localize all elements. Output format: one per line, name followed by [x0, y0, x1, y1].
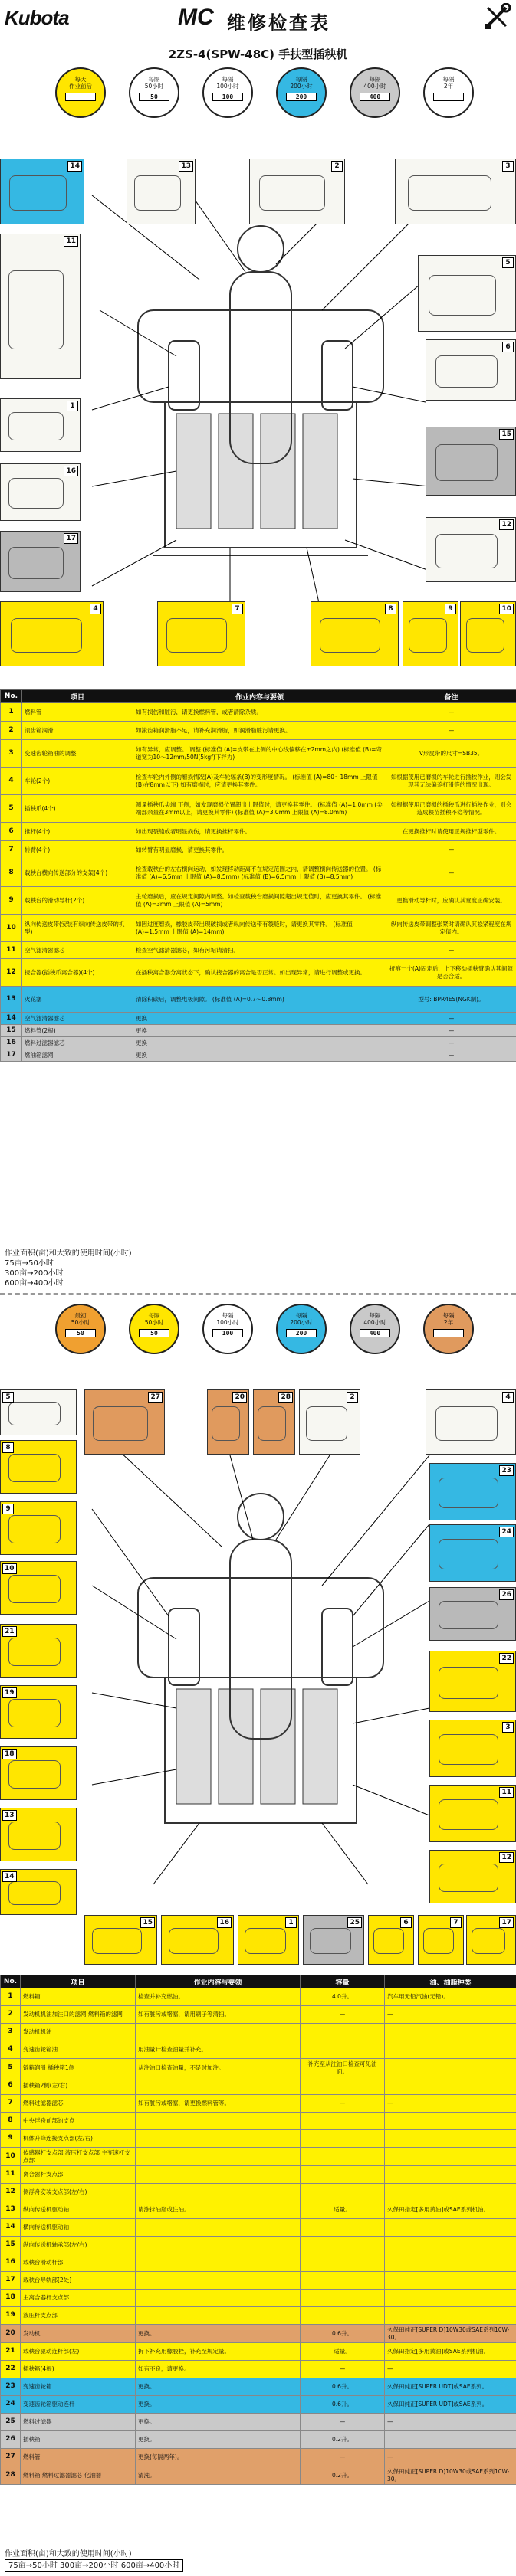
- table-row: 17 燃油箱滤网 更换 —: [1, 1049, 516, 1062]
- table-row: 9 机体升降连接支点部(左/右): [1, 2130, 516, 2148]
- callout-10: 10: [460, 601, 516, 666]
- callout-b-14: 14: [0, 1869, 77, 1915]
- table-row: 25 燃料过滤器 更换。 — —: [1, 2414, 516, 2431]
- hour-meter-icon: 200: [286, 1329, 317, 1337]
- hour-meter-icon: 100: [212, 93, 243, 101]
- callout-b-25: 25: [303, 1915, 364, 1965]
- callout-4: 4: [0, 601, 104, 666]
- callout-16: 16: [0, 463, 81, 521]
- table-row: 7 转臂(4个) 如转臂有明显磨损，请更换其零件。 —: [1, 841, 516, 859]
- table-row: 8 中央浮舟前部的支点: [1, 2113, 516, 2130]
- table-row: 1 燃料箱 检查并补充燃油。 4.0升。 汽车用无铅汽油(无铅)。: [1, 1988, 516, 2006]
- callout-8: 8: [311, 601, 399, 666]
- interval-legend-top: [0, 66, 516, 121]
- col2-capacity: 容量: [301, 1975, 385, 1988]
- table-row: 6 插秧箱2侧(左/右): [1, 2077, 516, 2095]
- col2-item: 项目: [21, 1975, 136, 1988]
- conversion-note-2: 作业面积(亩)和大致的使用时间(小时) 75亩→50小时 300亩→200小时 600亩→400小时: [5, 2549, 183, 2572]
- table-row: 10 传感器杆支点部 液压杆支点部 主变速杆支点部: [1, 2148, 516, 2166]
- table-row: 6 推杆(4个) 如出现裂缝或者明显损伤，请更换推杆零件。 在更换推杆时请使用正规推杆型零件。: [1, 823, 516, 841]
- table-row: 12 侧浮舟安装支点部(左/右): [1, 2184, 516, 2201]
- document-title: 维修检查表: [227, 12, 330, 34]
- table-row: 28 燃料箱 燃料过滤器滤芯 化油器 清洗。 0.2升。 久保田纯正[SUPER D]10W30或SAE系列10W-30。: [1, 2466, 516, 2485]
- interval-badge: 每隔 100小时 100: [202, 1304, 253, 1354]
- table-row: 18 主离合器杆支点部: [1, 2290, 516, 2307]
- callout-b-23: 23: [429, 1463, 516, 1520]
- table-row: 21 载秧台驱动连杆部(左) 拆下补充用橡胶栓，补充至规定量。 适量。 久保田指定[多用黄油]或SAE系列机油。: [1, 2343, 516, 2361]
- hour-meter-icon: 400: [360, 93, 390, 101]
- table-row: 1 燃料管 如有损伤和脏污，请更换燃料管，或者清除杂质。 —: [1, 703, 516, 722]
- hour-meter-icon: [433, 93, 464, 101]
- callout-b-28: 28: [253, 1389, 295, 1455]
- interval-badge: 最初 50小时 50: [55, 1304, 106, 1354]
- hour-meter-icon: 200: [286, 93, 317, 101]
- section-divider: [0, 1293, 516, 1295]
- callout-b-27: 27: [84, 1389, 165, 1455]
- callout-b-21: 21: [0, 1624, 77, 1678]
- callout-15: 15: [426, 427, 516, 496]
- table-row: 16 燃料过滤器滤芯 更换 —: [1, 1037, 516, 1049]
- callout-3: 3: [395, 159, 516, 224]
- callout-b-3: 3: [429, 1720, 516, 1777]
- diagram-bottom: [0, 1386, 516, 1969]
- table-row: 11 离合器杆支点部: [1, 2166, 516, 2184]
- table-row: 5 插秧爪(4个) 测量插秧爪尖端 下侧，如发现磨损位置超出上限值时，请更换其零件。 (标准值 (A)=1.0mm (尖端部余量在3mm以上，请更换其零件) (标准值 (A)=3.0mm 上限值 (A)=8.0mm) 如根据使用已磨损的插秧爪进行插秧作业，则会造成秧苗插秧不稳等情况。: [1, 795, 516, 823]
- table-row: 3 变速齿轮箱油的调整 如有异常，应调整。 调整 (标准值 (A)=皮带在上侧的中心线偏移在±2mm之内) (标准值 (B)=弯道宽为10～12mm/50N(5kgf)下拌力) V形皮带的尺寸=SB35。: [1, 740, 516, 768]
- callout-9: 9: [403, 601, 458, 666]
- callout-b-15: 15: [84, 1915, 157, 1965]
- table-row: 11 空气滤清器滤芯 检查空气滤清器滤芯，如有污垢请清扫。 —: [1, 942, 516, 959]
- table-row: 4 变速齿轮箱油 用油量计检查油量并补充。: [1, 2041, 516, 2059]
- col2-oil-kind: 油、油脂种类: [385, 1975, 516, 1988]
- table-row: 13 火花塞 清除积碳后，调整电极间隙。 (标准值 (A)=0.7～0.8mm) 型号: BPR4ES(NGK制)。: [1, 987, 516, 1013]
- table-row: 22 插秧箱(4根) 如有不良，请更换。 — —: [1, 2361, 516, 2378]
- callout-11: 11: [0, 234, 81, 379]
- table-row: 16 载秧台滑动杆部: [1, 2254, 516, 2272]
- maintenance-table-2: [0, 1975, 516, 2485]
- table-row: 9 载秧台的滑动导杆(2个) 主轮磨损后，应在规定间隙内调整。如检查载秧台磨损间隙超出规定值时，应更换其零件。 (标准值 (A)=3mm 上限值 (A)=5mm) 更换滑动导杆时，应确认其宽度正确安装。: [1, 887, 516, 915]
- callout-b-1: 1: [238, 1915, 299, 1965]
- callout-b-19: 19: [0, 1685, 77, 1739]
- interval-badge: 每天 作业前后: [55, 67, 106, 118]
- table-row: 23 变速齿轮箱 更换。 0.6升。 久保田纯正[SUPER UDT]或SAE系列。: [1, 2378, 516, 2396]
- callout-b-5: 5: [0, 1389, 77, 1435]
- callout-5: 5: [418, 255, 516, 332]
- callout-b-17: 17: [466, 1915, 516, 1965]
- table-row: 12 接合器(插秧爪离合器)(4个) 在插秧离合器分离状态下，确认接合器的离合是否正常。如出现异常，请进行调整或更换。 折痕一个(A)固定后，上下移动插秧臂确认其间隙是否合适。: [1, 959, 516, 987]
- interval-badge: 每隔 200小时 200: [276, 1304, 327, 1354]
- table-row: 10 纵向传送皮带(安装有纵向传送皮带的机型) 如因过度磨损，橡胶皮带出现破损或者纵向传送带有裂缝时，请更换其零件。 (标准值 (A)=1.5mm 上限值 (A)=14mm) 纵向传送皮带调整张紧时请确认其松紧程度在规定值内。: [1, 915, 516, 942]
- hour-meter-icon: 50: [65, 1329, 96, 1337]
- table-row: 14 横向传送机驱动轴: [1, 2219, 516, 2237]
- callout-b-22: 22: [429, 1651, 516, 1712]
- interval-badge: 每隔 200小时 200: [276, 67, 327, 118]
- table-row: 14 空气滤清器滤芯 更换 —: [1, 1013, 516, 1025]
- maintenance-table-1: [0, 689, 516, 1062]
- mc-mark: MC: [178, 5, 214, 30]
- callout-b-6: 6: [368, 1915, 414, 1965]
- wrench-screwdriver-icon: [483, 3, 511, 31]
- table-row: 24 变速齿轮箱驱动连杆 更换。 0.6升。 久保田纯正[SUPER UDT]或SAE系列。: [1, 2396, 516, 2414]
- hour-meter-icon: 400: [360, 1329, 390, 1337]
- callout-b-12: 12: [429, 1850, 516, 1903]
- kubota-logo: Kubota: [5, 6, 69, 29]
- hour-meter-icon: 100: [212, 1329, 243, 1337]
- callout-b-13: 13: [0, 1808, 77, 1861]
- table-row: 27 燃料管 更换(每隔两年)。 — —: [1, 2449, 516, 2466]
- callout-b-16: 16: [161, 1915, 234, 1965]
- table-row: 4 车轮(2个) 检查车轮内外侧的磨损情况(A)及车轮辐条(B)的变形度情况。 (标准值 (A)=80～18mm 上限值 (B)在8mm以下) 如有磨损时，应请更换其零件。 如根据使用已磨损的车轮进行插秧作业，则会发现其无法偏差打滑等的情况出现。: [1, 768, 516, 795]
- table-row: 2 滚齿箱润滑 如滚齿箱润滑脂不足，请补充润滑脂，如润滑脂脏污请更换。 —: [1, 722, 516, 740]
- callout-17: 17: [0, 531, 81, 592]
- hour-meter-icon: 50: [139, 93, 169, 101]
- conversion-note-1: 作业面积(亩)和大致的使用时间(小时) 75亩→50小时 300亩→200小时 600亩→400小时: [5, 1249, 132, 1288]
- col-no: No.: [1, 690, 22, 703]
- table-row: 3 发动机机油: [1, 2024, 516, 2041]
- header: [0, 0, 516, 46]
- callout-b-24: 24: [429, 1524, 516, 1582]
- interval-badge: 每隔 400小时 400: [350, 1304, 400, 1354]
- callout-b-8: 8: [0, 1440, 77, 1494]
- callout-b-9: 9: [0, 1501, 77, 1555]
- table-row: 15 纵向传送机轴承部(左/右): [1, 2237, 516, 2254]
- callout-b-20: 20: [207, 1389, 249, 1455]
- callout-1: 1: [0, 398, 81, 452]
- table-row: 7 燃料过滤器滤芯 如有脏污或堵塞，请更换燃料管等。 — —: [1, 2095, 516, 2113]
- col2-no: No.: [1, 1975, 21, 1988]
- col-content: 作业内容与要领: [133, 690, 386, 703]
- callout-13: 13: [127, 159, 196, 224]
- hour-meter-icon: [65, 93, 96, 101]
- callout-14: 14: [0, 159, 84, 224]
- table-row: 8 载秧台横向传送部分的支架(4个) 检查载秧台的左右横向运动，如发现移动距离不在规定范围之内，请调整横向传送器的位置。 (标准值 (A)=6.5mm 上限值 (A)=8.5mm) (标准值 (B)=6.5mm 上限值 (B)=8.5mm) —: [1, 859, 516, 887]
- table-row: 5 链箱润滑 插秧箱1侧 从注油口检查油量，不足时加注。 补充至从注油口检查可见油面。: [1, 2059, 516, 2077]
- callout-b-18: 18: [0, 1746, 77, 1800]
- table-row: 13 纵向传送机驱动轴 请涂抹油脂或注油。 适量。 久保田指定[多用黄油]或SAE系列机油。: [1, 2201, 516, 2219]
- table-row: 15 燃料管(2根) 更换 —: [1, 1025, 516, 1037]
- interval-legend-bottom: [0, 1302, 516, 1357]
- table-row: 17 载秧台导轨部[2处]: [1, 2272, 516, 2290]
- callout-2: 2: [249, 159, 345, 224]
- callout-6: 6: [426, 339, 516, 401]
- interval-badge: 每隔 50小时 50: [129, 67, 179, 118]
- callout-b-11: 11: [429, 1785, 516, 1842]
- callout-7: 7: [157, 601, 245, 666]
- interval-badge: 每隔 50小时 50: [129, 1304, 179, 1354]
- callout-b-2: 2: [299, 1389, 360, 1455]
- interval-badge: 每隔 100小时 100: [202, 67, 253, 118]
- diagram-top: [0, 157, 516, 689]
- table-row: 26 插秧箱 更换。 0.2升。: [1, 2431, 516, 2449]
- table-row: 20 发动机 更换。 0.6升。 久保田纯正[SUPER D]10W30或SAE系列10W-30。: [1, 2325, 516, 2343]
- hour-meter-icon: [433, 1329, 464, 1337]
- callout-b-7: 7: [418, 1915, 464, 1965]
- interval-badge: 每隔 2年: [423, 1304, 474, 1354]
- col-note: 备注: [386, 690, 516, 703]
- table-row: 2 发动机机油加注口的滤网 燃料箱的滤网 如有脏污或堵塞，请用刷子等清扫。 — —: [1, 2006, 516, 2024]
- hour-meter-icon: 50: [139, 1329, 169, 1337]
- callout-12: 12: [426, 517, 516, 582]
- model-name: 2ZS-4(SPW-48C) 手扶型插秧机: [168, 47, 348, 61]
- callout-b-26: 26: [429, 1587, 516, 1641]
- col-item: 项目: [22, 690, 133, 703]
- callout-b-10: 10: [0, 1561, 77, 1615]
- col2-content: 作业内容与要领: [136, 1975, 301, 1988]
- interval-badge: 每隔 2年: [423, 67, 474, 118]
- callout-b-4: 4: [426, 1389, 516, 1455]
- table-row: 19 液压杆支点部: [1, 2307, 516, 2325]
- interval-badge: 每隔 400小时 400: [350, 67, 400, 118]
